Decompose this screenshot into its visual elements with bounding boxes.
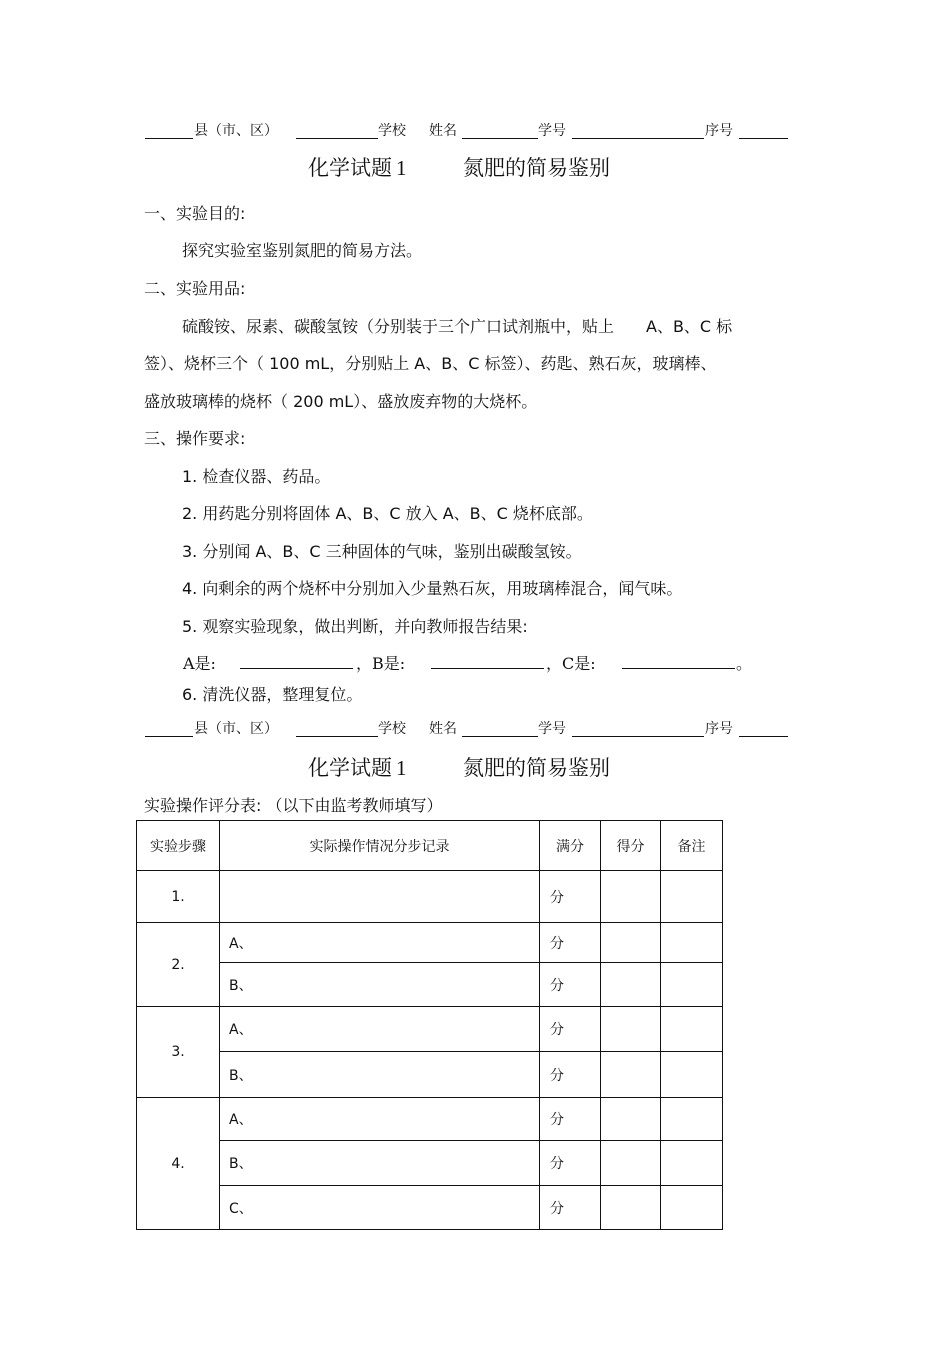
full-score-cell: 分: [540, 923, 601, 963]
score-sheet-caption: 实验操作评分表: （以下由监考教师填写）: [144, 796, 443, 815]
score-cell[interactable]: [601, 871, 661, 923]
step-cell: 2.: [137, 923, 220, 1007]
step-6: 6. 清洗仪器，整理复位。: [182, 685, 363, 704]
page-title: [308, 152, 407, 182]
title-number: 1: [396, 156, 407, 180]
seq-blank-2[interactable]: [739, 736, 788, 737]
seq-label: 序号: [705, 123, 733, 139]
score-cell[interactable]: [601, 1141, 661, 1186]
step-cell: 3.: [137, 1007, 220, 1098]
title-prefix-2: 化学试题: [308, 756, 392, 780]
step-5: 5. 观察实验现象，做出判断，并向教师报告结果:: [182, 617, 528, 636]
county-blank[interactable]: [145, 138, 193, 139]
table-row: [137, 1007, 723, 1052]
page-title-2: [308, 752, 407, 782]
school-blank-2[interactable]: [296, 736, 378, 737]
materials-heading: 二、实验用品:: [144, 279, 246, 298]
step-cell: 1.: [137, 871, 220, 923]
col-header-remark: 备注: [661, 821, 723, 871]
table-row: [137, 1052, 723, 1098]
score-cell[interactable]: [601, 1052, 661, 1098]
record-cell[interactable]: B、: [220, 1141, 540, 1186]
name-label: 姓名: [429, 123, 457, 139]
school-label-2: 学校: [378, 721, 406, 737]
name-blank[interactable]: [462, 138, 538, 139]
col-header-record: 实际操作情况分步记录: [220, 821, 540, 871]
page-subtitle: 氮肥的简易鉴别: [463, 156, 610, 180]
table-row: [137, 1141, 723, 1186]
record-cell[interactable]: A、: [220, 1007, 540, 1052]
remark-cell[interactable]: [661, 1098, 723, 1141]
student-no-label: 学号: [538, 123, 566, 139]
page-subtitle-2: 氮肥的简易鉴别: [463, 756, 610, 780]
record-cell[interactable]: A、: [220, 923, 540, 963]
remark-cell[interactable]: [661, 1052, 723, 1098]
table-row: [137, 923, 723, 963]
record-cell[interactable]: B、: [220, 1052, 540, 1098]
answer-c-label: ，C是:: [546, 654, 596, 673]
full-score-cell: 分: [540, 1052, 601, 1098]
operation-heading: 三、操作要求:: [144, 429, 246, 448]
score-cell[interactable]: [601, 923, 661, 963]
full-score-cell: 分: [540, 1141, 601, 1186]
score-cell[interactable]: [601, 963, 661, 1007]
materials-line-1: 硫酸铵、尿素、碳酸氢铵（分别装于三个广口试剂瓶中，贴上 A、B、C 标: [182, 317, 733, 336]
name-blank-2[interactable]: [462, 736, 538, 737]
step-4: 4. 向剩余的两个烧杯中分别加入少量熟石灰，用玻璃棒混合，闻气味。: [182, 579, 683, 598]
school-label: 学校: [378, 123, 406, 139]
answer-c-blank[interactable]: [622, 668, 735, 669]
table-row: [137, 1186, 723, 1230]
student-no-label-2: 学号: [538, 721, 566, 737]
full-score-cell: 分: [540, 1007, 601, 1052]
col-header-step: 实验步骤: [137, 821, 220, 871]
col-header-score: 得分: [601, 821, 661, 871]
record-cell[interactable]: [220, 871, 540, 923]
purpose-heading: 一、实验目的:: [144, 204, 246, 223]
remark-cell[interactable]: [661, 871, 723, 923]
record-cell[interactable]: B、: [220, 963, 540, 1007]
remark-cell[interactable]: [661, 1141, 723, 1186]
remark-cell[interactable]: [661, 1186, 723, 1230]
answer-a-blank[interactable]: [240, 668, 353, 669]
title-prefix: 化学试题: [308, 156, 392, 180]
full-score-cell: 分: [540, 871, 601, 923]
remark-cell[interactable]: [661, 1007, 723, 1052]
col-header-full-score: 满分: [540, 821, 601, 871]
answer-a-label: A是:: [183, 654, 216, 673]
record-cell[interactable]: C、: [220, 1186, 540, 1230]
table-row: [137, 963, 723, 1007]
step-2: 2. 用药匙分别将固体 A、B、C 放入 A、B、C 烧杯底部。: [182, 504, 593, 523]
answer-b-blank[interactable]: [431, 668, 544, 669]
materials-line-2: 签）、烧杯三个（ 100 mL，分别贴上 A、B、C 标签）、药匙、熟石灰，玻璃棒、: [144, 354, 717, 373]
seq-label-2: 序号: [705, 721, 733, 737]
materials-line-3: 盛放玻璃棒的烧杯（ 200 mL）、盛放废弃物的大烧杯。: [144, 392, 538, 411]
remark-cell[interactable]: [661, 963, 723, 1007]
score-cell[interactable]: [601, 1098, 661, 1141]
record-cell[interactable]: A、: [220, 1098, 540, 1141]
answer-b-label: ，B是:: [356, 654, 406, 673]
score-cell[interactable]: [601, 1186, 661, 1230]
table-row: [137, 871, 723, 923]
score-table: [136, 820, 723, 1230]
step-cell: 4.: [137, 1098, 220, 1230]
answer-end: 。: [736, 654, 753, 673]
title-number-2: 1: [396, 756, 407, 780]
county-label: 县（市、区）: [194, 123, 278, 139]
score-cell[interactable]: [601, 1007, 661, 1052]
full-score-cell: 分: [540, 1186, 601, 1230]
county-blank-2[interactable]: [145, 736, 193, 737]
student-no-blank[interactable]: [572, 138, 704, 139]
full-score-cell: 分: [540, 963, 601, 1007]
table-row: [137, 1098, 723, 1141]
step-3: 3. 分别闻 A、B、C 三种固体的气味，鉴别出碳酸氢铵。: [182, 542, 582, 561]
name-label-2: 姓名: [429, 721, 457, 737]
step-1: 1. 检查仪器、药品。: [182, 467, 331, 486]
table-header-row: [137, 821, 723, 871]
school-blank[interactable]: [296, 138, 378, 139]
remark-cell[interactable]: [661, 923, 723, 963]
purpose-text: 探究实验室鉴别氮肥的简易方法。: [182, 241, 423, 260]
seq-blank[interactable]: [739, 138, 788, 139]
student-no-blank-2[interactable]: [572, 736, 704, 737]
county-label-2: 县（市、区）: [194, 721, 278, 737]
full-score-cell: 分: [540, 1098, 601, 1141]
